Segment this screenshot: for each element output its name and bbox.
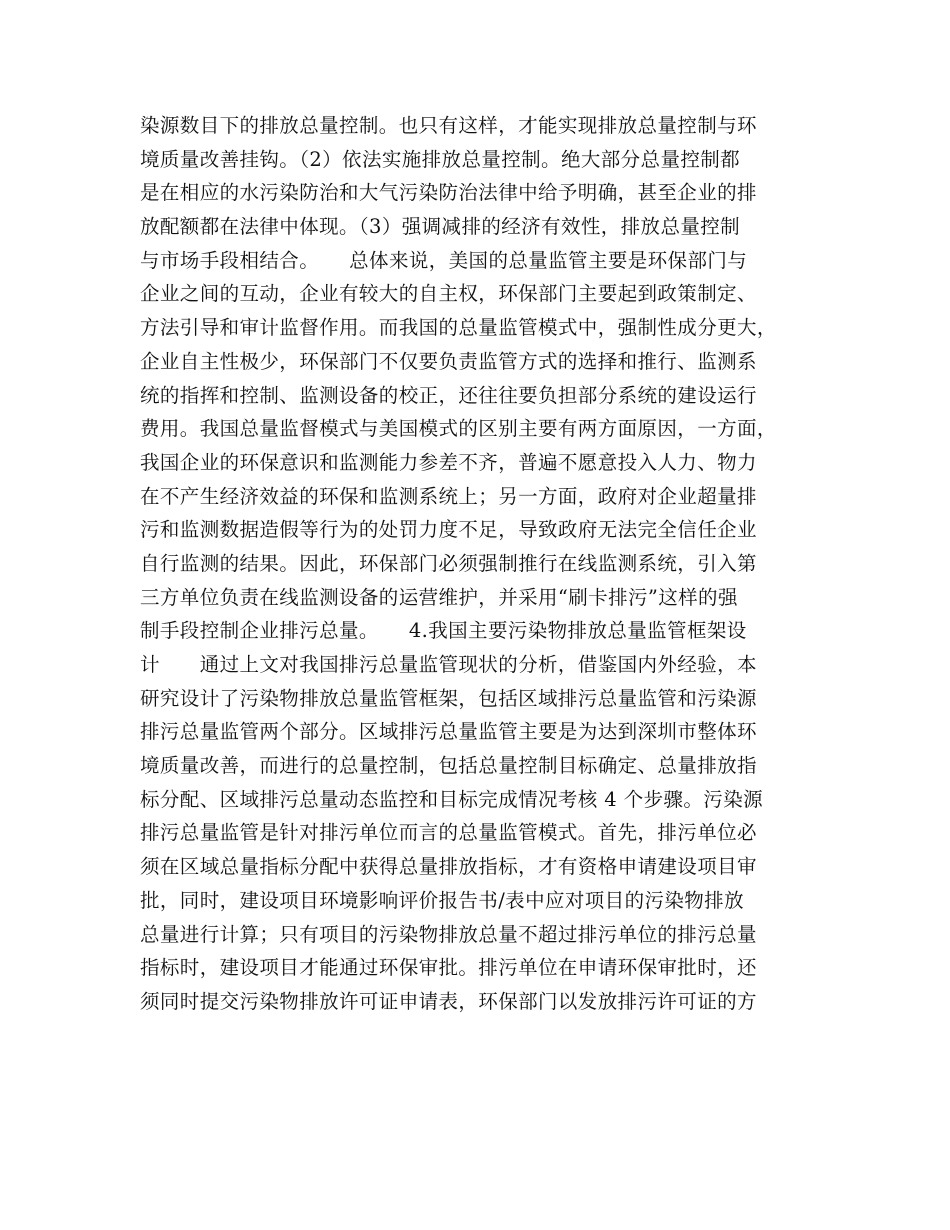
text-line: 标分配、区域排污总量动态监控和目标完成情况考核 4 个步骤。污染源 [140, 787, 764, 811]
text-line: 费用。我国总量监督模式与美国模式的区别主要有两方面原因，一方面， [140, 417, 777, 441]
text-line: 是在相应的水污染防治和大气污染防治法律中给予明确，甚至企业的排 [140, 181, 757, 205]
body-text [140, 109, 830, 1019]
text-line: 研究设计了污染物排放总量监管框架，包括区域排污总量监管和污染源 [140, 686, 757, 710]
text-line: 总量进行计算；只有项目的污染物排放总量不超过排污单位的排污总量 [140, 922, 757, 946]
text-line: 制手段控制企业排污总量。 4.我国主要污染物排放总量监管框架设 [140, 619, 747, 643]
text-line: 统的指挥和控制、监测设备的校正，还往往要负担部分系统的建设运行 [140, 383, 757, 407]
text-line: 方法引导和审计监督作用。而我国的总量监管模式中，强制性成分更大， [140, 316, 777, 340]
text-line: 染源数目下的排放总量控制。也只有这样，才能实现排放总量控制与环 [140, 114, 757, 137]
text-line: 须在区域总量指标分配中获得总量排放指标，才有资格申请建设项目审 [140, 855, 757, 879]
text-line: 在不产生经济效益的环保和监测系统上；另一方面，政府对企业超量排 [140, 484, 757, 508]
text-line: 排污总量监管两个部分。区域排污总量监管主要是为达到深圳市整体环 [140, 720, 757, 744]
text-line: 企业之间的互动，企业有较大的自主权，环保部门主要起到政策制定、 [140, 282, 757, 306]
text-line: 境质量改善，而进行的总量控制，包括总量控制目标确定、总量排放指 [140, 754, 757, 778]
text-line: 三方单位负责在线监测设备的运营维护，并采用“刷卡排污”这样的强 [140, 585, 738, 609]
text-line: 自行监测的结果。因此，环保部门必须强制推行在线监测系统，引入第 [140, 551, 757, 575]
text-line: 排污总量监管是针对排污单位而言的总量监管模式。首先，排污单位必 [140, 821, 757, 845]
text-line: 污和监测数据造假等行为的处罚力度不足，导致政府无法完全信任企业 [140, 518, 757, 542]
text-line: 计 通过上文对我国排污总量监管现状的分析，借鉴国内外经验，本 [140, 653, 757, 676]
text-line: 批，同时，建设项目环境影响评价报告书/表中应对项目的污染物排放 [140, 888, 744, 912]
text-line: 放配额都在法律中体现。（3）强调减排的经济有效性，排放总量控制 [140, 215, 741, 239]
text-line: 境质量改善挂钩。（2）依法实施排放总量控制。绝大部分总量控制都 [140, 147, 741, 171]
text-line: 指标时，建设项目才能通过环保审批。排污单位在申请环保审批时，还 [140, 956, 757, 980]
text-line: 须同时提交污染物排放许可证申请表，环保部门以发放排污许可证的方 [140, 989, 757, 1013]
text-line: 企业自主性极少，环保部门不仅要负责监管方式的选择和推行、监测系 [140, 349, 757, 373]
text-line: 我国企业的环保意识和监测能力参差不齐，普遍不愿意投入人力、物力 [140, 450, 757, 474]
text-line: 与市场手段相结合。 总体来说，美国的总量监管主要是环保部门与 [140, 248, 748, 272]
